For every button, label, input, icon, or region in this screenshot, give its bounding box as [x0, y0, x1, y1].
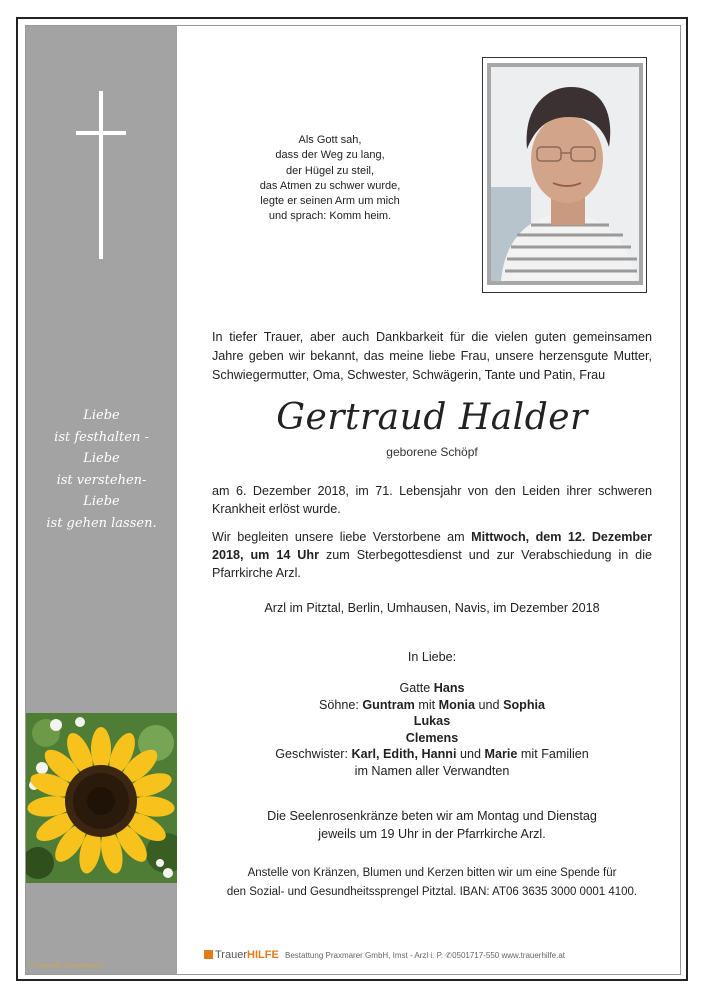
quote-poem: [230, 133, 430, 225]
poem-line: Liebe: [83, 451, 120, 466]
logo-text-hilfe: HILFE: [247, 949, 279, 961]
mourners-list: [212, 680, 652, 779]
poem-line: ist festhalten -: [54, 429, 149, 445]
mourner-line-siblings: [212, 746, 652, 763]
quote-line: das Atmen zu schwer wurde,: [259, 179, 401, 192]
poem-line: ist gehen lassen.: [46, 515, 157, 531]
partner-name: Monia: [438, 697, 476, 712]
sons-label: Söhne:: [318, 697, 363, 712]
son-name: Lukas: [413, 714, 451, 728]
portrait-photo: [491, 67, 639, 281]
quote-line: legte er seinen Arm um mich: [260, 195, 400, 208]
footer-contact: Bestattung Praxmarer GmbH, Imst - Arzl i. P. ✆0501717-550 www.trauerhilfe.at: [285, 951, 566, 960]
siblings-label: Geschwister:: [275, 747, 352, 761]
connector-text: und: [456, 747, 485, 761]
mourner-line-sons: [212, 697, 652, 714]
sibling-names: Karl, Edith, Hanni: [351, 747, 457, 761]
quote-line: dass der Weg zu lang,: [275, 149, 385, 162]
donation-line: Anstelle von Kränzen, Blumen und Kerzen bitten wir um eine Spende für: [247, 867, 617, 879]
mourner-line-relatives: im Namen aller Verwandten: [354, 763, 510, 778]
sibling-name: Marie: [484, 747, 518, 761]
in-liebe-heading: In Liebe:: [407, 650, 457, 664]
spouse-label: Gatte: [399, 681, 434, 695]
deceased-name: Gertraud Halder: [276, 397, 588, 438]
connector-text: mit Familien: [517, 747, 589, 761]
sidebar-poem: [26, 405, 177, 534]
funeral-post: zum Sterbegottesdienst und zur Verabschiedung in die Pfarrkirche Arzl.: [212, 548, 652, 580]
rosary-info: [212, 807, 652, 843]
partner-name: Sophia: [503, 697, 546, 712]
places-date: Arzl im Pitztal, Berlin, Umhausen, Navis, im Dezember 2018: [264, 601, 600, 615]
mourner-line-son: [212, 730, 652, 747]
rosary-line: Die Seelenrosenkränze beten wir am Montag und Dienstag: [267, 809, 597, 823]
mourner-line-son: [212, 713, 652, 730]
funeral-date: Mittwoch, dem 12. Dezember 2018, um 14 Uhr: [212, 530, 653, 562]
connector-text: mit: [414, 697, 439, 712]
sunflower-image: [26, 713, 177, 883]
donation-info: [212, 864, 652, 902]
son-name: Guntram: [362, 697, 415, 712]
maiden-name: geborene Schöpf: [386, 445, 478, 459]
trauerhilfe-logo-icon: [204, 950, 213, 959]
son-name: Clemens: [405, 730, 459, 745]
cross-icon-bar: [76, 131, 126, 135]
connector-text: und: [475, 697, 504, 712]
logo-text-trauer: Trauer: [215, 949, 247, 961]
intro-text: In tiefer Trauer, aber auch Dankbarkeit für die vielen guten gemeinsamen Jahre geben wir bekannt, das meine liebe Frau, unsere herzensgute Mutter, Schwiegermutter, Oma, Schwester, Schwägerin, Tante und Patin, Frau: [212, 330, 652, 382]
rosary-line: jeweils um 19 Uhr in der Pfarrkirche Arzl.: [318, 827, 546, 841]
poem-line: ist verstehen-: [56, 472, 147, 488]
funeral-pre: Wir begleiten unsere liebe Verstorbene am: [212, 530, 472, 544]
cross-icon: [99, 91, 103, 259]
funeral-info: [212, 528, 652, 582]
quote-line: Als Gott sah,: [298, 134, 362, 146]
spouse-name: Hans: [433, 681, 465, 695]
quote-line: der Hügel zu steil,: [285, 164, 375, 177]
copyright-text: © Trauerhilfe "Sonnenblume 1": [30, 963, 106, 969]
quote-line: und sprach: Komm heim.: [268, 210, 392, 223]
donation-line: den Sozial- und Gesundheitssprengel Pitztal. IBAN: AT06 3635 3000 0001 4100.: [226, 886, 638, 898]
poem-line: Liebe: [83, 408, 120, 423]
mourner-line-spouse: [212, 680, 652, 697]
death-notice: am 6. Dezember 2018, im 71. Lebensjahr von den Leiden ihrer schweren Krankheit erlöst wurde.: [212, 484, 652, 516]
poem-line: Liebe: [83, 494, 120, 509]
footer: [204, 949, 565, 961]
